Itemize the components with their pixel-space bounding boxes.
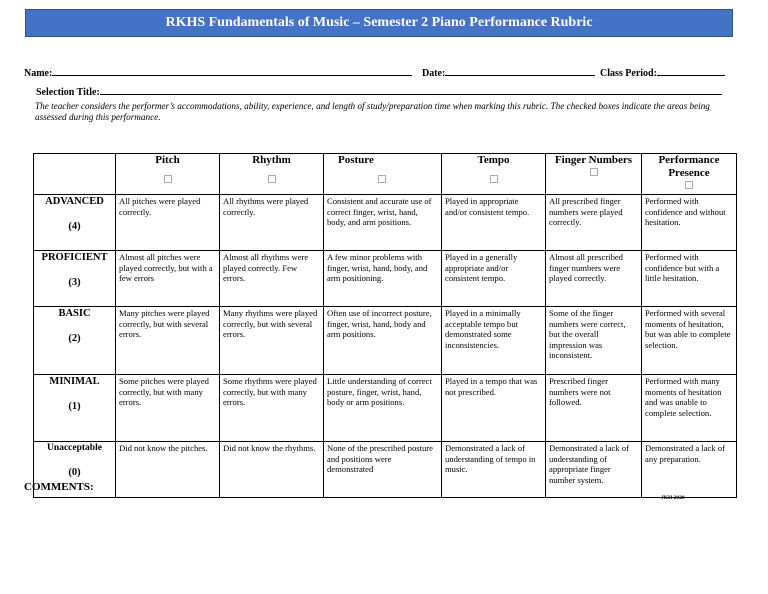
col-header-rhythm: Rhythm bbox=[220, 154, 324, 195]
col-header-finger-numbers: Finger Numbers bbox=[546, 154, 642, 195]
rubric-cell: Played in a minimally acceptable tempo but demonstrated some inconsistencies. bbox=[442, 307, 546, 375]
rubric-cell: Performed with several moments of hesitation, but was able to complete selection. bbox=[642, 307, 737, 375]
date-line[interactable] bbox=[445, 66, 595, 76]
pitch-checkbox[interactable] bbox=[164, 175, 172, 183]
rubric-cell: Almost all prescribed finger numbers were played correctly. bbox=[546, 251, 642, 307]
rubric-cell: Almost all pitches were played correctly, but with a few errors bbox=[116, 251, 220, 307]
rubric-table bbox=[33, 153, 737, 498]
row-header: Unacceptable (0) bbox=[34, 442, 116, 498]
selection-title-line[interactable] bbox=[100, 85, 722, 95]
rubric-row-unacceptable bbox=[34, 442, 737, 498]
name-label: Name: bbox=[24, 68, 53, 79]
instructions-text: The teacher considers the performer’s accommodations, ability, experience, and length of study/preparation time when marking this rubric. The checked boxes indicate the areas being assessed during this performance. bbox=[35, 101, 710, 122]
row-header: MINIMAL (1) bbox=[34, 375, 116, 442]
col-header-pitch: Pitch bbox=[116, 154, 220, 195]
rubric-cell: Prescribed finger numbers were not followed. bbox=[546, 375, 642, 442]
comments-label: COMMENTS: bbox=[24, 481, 94, 493]
col-header-posture: Posture bbox=[324, 154, 442, 195]
rubric-row-minimal bbox=[34, 375, 737, 442]
name-line[interactable] bbox=[52, 66, 412, 76]
rubric-cell: Played in a tempo that was not prescribed. bbox=[442, 375, 546, 442]
rubric-cell: A few minor problems with finger, wrist, hand, body, and arm positioning. bbox=[324, 251, 442, 307]
rubric-cell: Consistent and accurate use of correct finger, wrist, hand, body, and arm positions. bbox=[324, 195, 442, 251]
header-row bbox=[34, 154, 737, 195]
class-period-label: Class Period: bbox=[600, 68, 657, 79]
rubric-cell: Many rhythms were played correctly, but with several errors. bbox=[220, 307, 324, 375]
selection-title-label: Selection Title: bbox=[36, 87, 100, 98]
rubric-cell: Performed with confidence and without hesitation. bbox=[642, 195, 737, 251]
rubric-row-proficient bbox=[34, 251, 737, 307]
col-header-performance-presence: Performance Presence bbox=[642, 154, 737, 195]
col-header-tempo: Tempo bbox=[442, 154, 546, 195]
rubric-cell: Little understanding of correct posture, finger, wrist, hand, body or arm positions. bbox=[324, 375, 442, 442]
rubric-title-banner bbox=[25, 9, 733, 37]
rubric-cell: Some of the finger numbers were correct, but the overall impression was inconsistent. bbox=[546, 307, 642, 375]
class-period-field[interactable] bbox=[600, 66, 725, 79]
footer-mark: JKH 2020 bbox=[661, 495, 685, 501]
rubric-cell: Demonstrated a lack of understanding of tempo in music. bbox=[442, 442, 546, 498]
rubric-cell: Performed with many moments of hesitation and was unable to complete selection. bbox=[642, 375, 737, 442]
rubric-cell: All rhythms were played correctly. bbox=[220, 195, 324, 251]
posture-checkbox[interactable] bbox=[378, 175, 386, 183]
selection-title-field[interactable] bbox=[36, 85, 722, 98]
tempo-checkbox[interactable] bbox=[490, 175, 498, 183]
finger-numbers-checkbox[interactable] bbox=[590, 168, 598, 176]
rubric-cell: None of the prescribed posture and positions were demonstrated bbox=[324, 442, 442, 498]
rubric-cell: Played in appropriate and/or consistent tempo. bbox=[442, 195, 546, 251]
date-label: Date: bbox=[422, 68, 446, 79]
rubric-cell: Many pitches were played correctly, but with several errors. bbox=[116, 307, 220, 375]
row-header: BASIC (2) bbox=[34, 307, 116, 375]
rubric-cell: Often use of incorrect posture, finger, wrist, hand, body and arm positions. bbox=[324, 307, 442, 375]
name-field[interactable] bbox=[24, 66, 412, 79]
performance-presence-checkbox[interactable] bbox=[685, 181, 693, 189]
rubric-cell: Some pitches were played correctly, but with many errors. bbox=[116, 375, 220, 442]
rubric-cell: All pitches were played correctly. bbox=[116, 195, 220, 251]
rubric-cell: Did not know the rhythms. bbox=[220, 442, 324, 498]
rubric-cell: Demonstrated a lack of any preparation. bbox=[642, 442, 737, 498]
rubric-cell: Did not know the pitches. bbox=[116, 442, 220, 498]
corner-cell bbox=[34, 154, 116, 195]
rubric-cell: All prescribed finger numbers were played correctly. bbox=[546, 195, 642, 251]
row-header: ADVANCED (4) bbox=[34, 195, 116, 251]
rubric-row-advanced bbox=[34, 195, 737, 251]
rhythm-checkbox[interactable] bbox=[268, 175, 276, 183]
rubric-cell: Performed with confidence but with a little hesitation. bbox=[642, 251, 737, 307]
rubric-cell: Played in a generally appropriate and/or consistent tempo. bbox=[442, 251, 546, 307]
rubric-cell: Demonstrated a lack of understanding of appropriate finger number system. bbox=[546, 442, 642, 498]
date-field[interactable] bbox=[422, 66, 595, 79]
rubric-row-basic bbox=[34, 307, 737, 375]
row-header: PROFICIENT (3) bbox=[34, 251, 116, 307]
rubric-cell: Some rhythms were played correctly, but with many errors. bbox=[220, 375, 324, 442]
rubric-cell: Almost all rhythms were played correctly. Few errors. bbox=[220, 251, 324, 307]
class-period-line[interactable] bbox=[657, 66, 725, 76]
rubric-title: RKHS Fundamentals of Music – Semester 2 Piano Performance Rubric bbox=[165, 15, 593, 30]
